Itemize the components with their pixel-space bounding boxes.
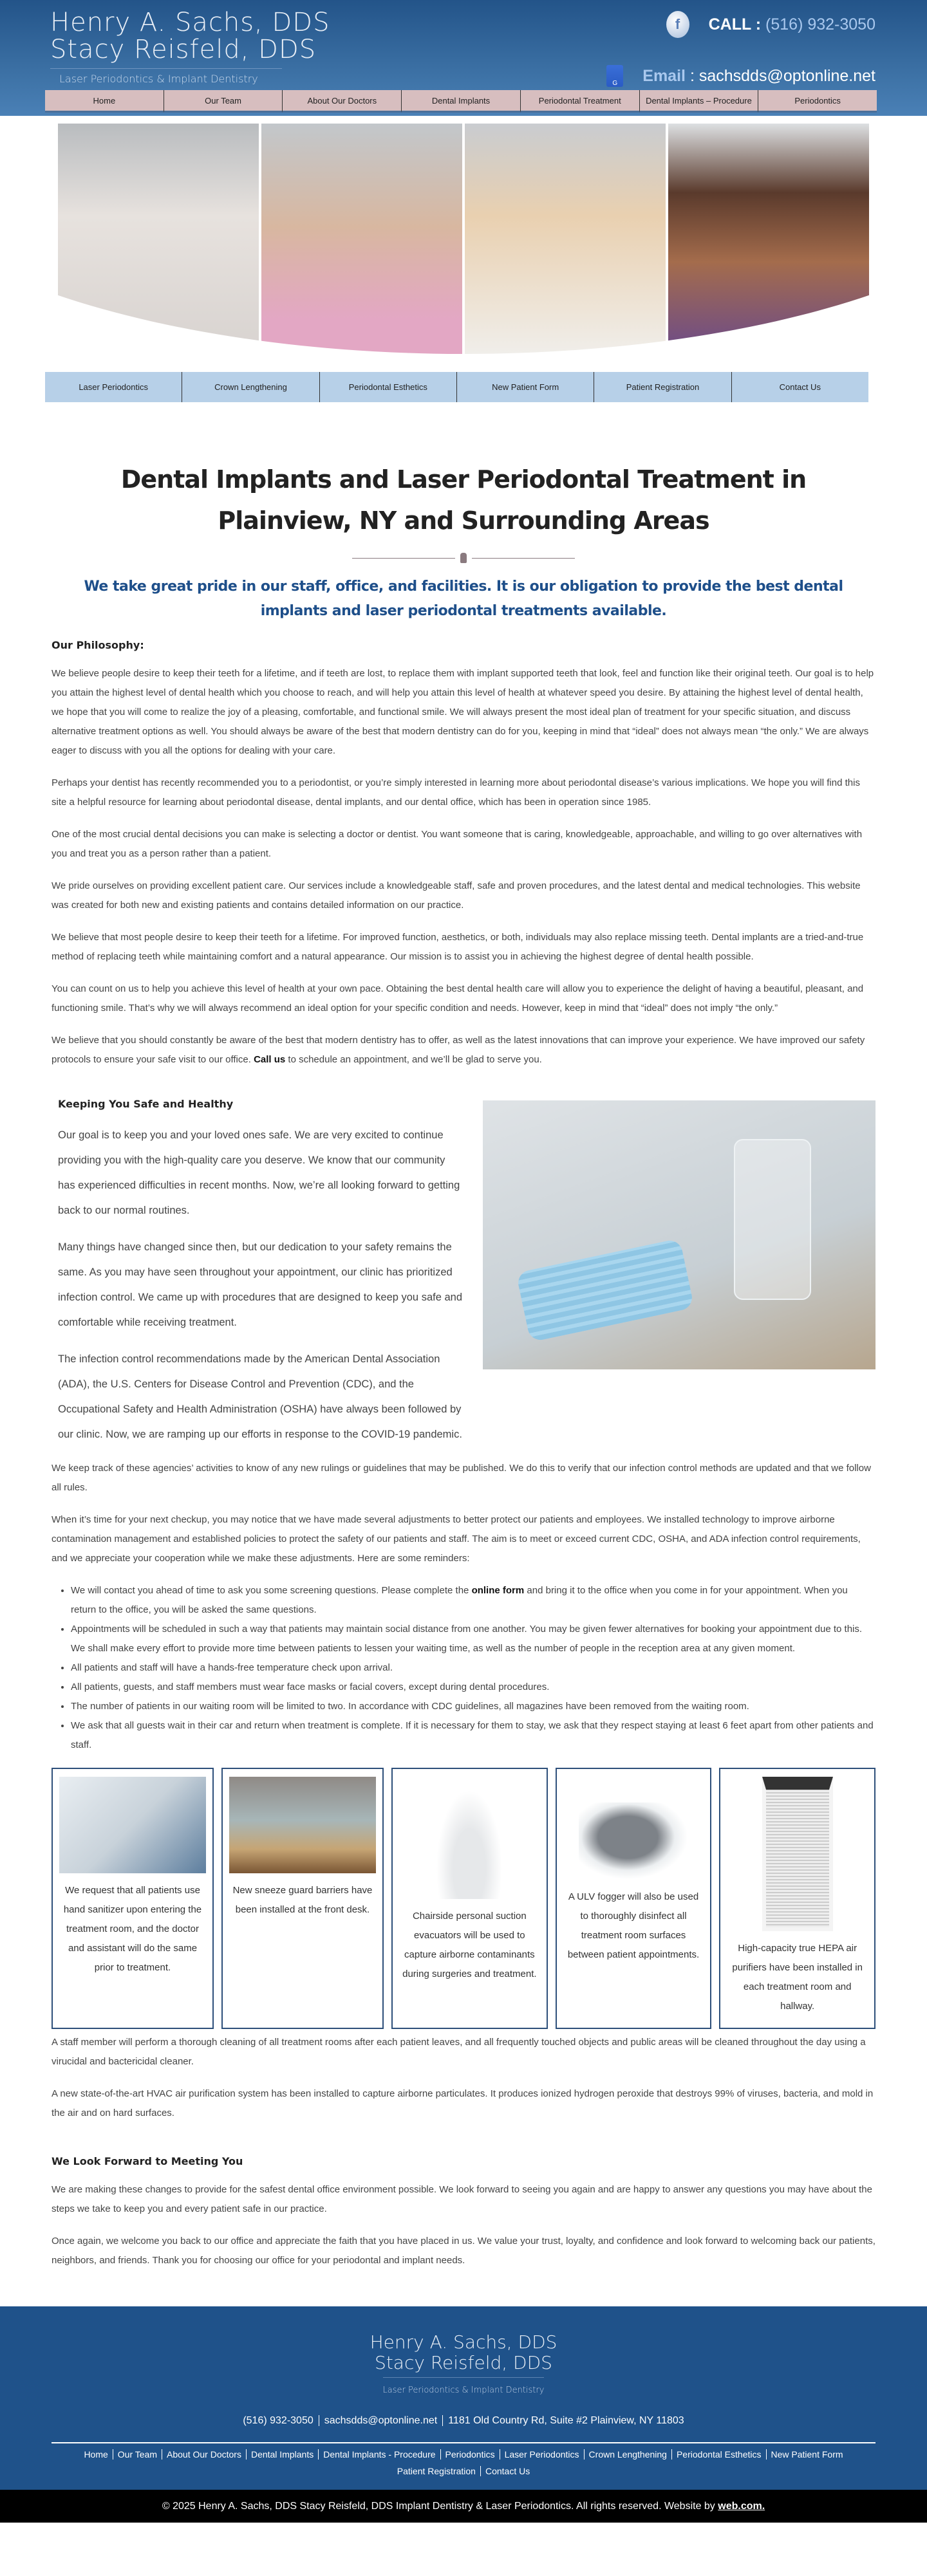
reminders-list [64,1581,876,1755]
online-form-link[interactable]: online form [471,1585,525,1596]
logo-tagline: Laser Periodontics & Implant Dentistry [50,68,282,85]
list-item: • All patients and staff will have a hands-free temperature check upon arrival. [71,1658,876,1678]
page-subtitle: We take great pride in our staff, office, and facilities. It is our obligation to provide the best dental implants and laser periodontal treatments available. [84,579,843,619]
site-logo[interactable] [50,9,330,85]
paragraph [52,1031,876,1070]
paragraph: Perhaps your dentist has recently recommended you to a periodontist, or you’re simply interested in learning more about periodontal disease’s various implications. We hope you will find this site a helpful resource for learning about periodontal disease, dental implants, and our dental office, which has been in operation since 1985. [52,777,860,808]
card-caption: A ULV fogger will also be used to thoroughly disinfect all treatment room surfaces between patient appointments. [567,1891,700,1960]
hero-photo-blonde-woman [465,124,666,354]
card-hepa [719,1768,876,2029]
footer-contact-info [0,2415,927,2427]
safety-section [58,1082,876,1459]
card-fogger [556,1768,712,2029]
card-caption: We request that all patients use hand sanitizer upon entering the treatment room, and the doctor and assistant will do the same prior to treatment. [63,1885,202,1973]
main-content [52,639,876,2270]
text: to schedule an appointment, and we’ll be glad to serve you. [285,1054,542,1065]
nav-new-patient-form[interactable]: New Patient Form [456,372,594,402]
card-hand-sanitizer [52,1768,214,2029]
paragraph: One of the most crucial dental decisions you can make is selecting a doctor or dentist. You want someone that is caring, knowledgeable, approachable, and willing to go over alternatives with you and treat you as a person rather than a patient. [52,829,863,859]
paragraph: We pride ourselves on providing excellent patient care. Our services include a knowledgeable staff, safe and proven procedures, and the latest dental and medical technologies. This website was created for both new and existing patients and contains detailed information on our practice. [52,880,861,911]
paragraph: A staff member will perform a thorough cleaning of all treatment rooms after each patient leaves, and all frequently touched objects and public areas will be cleaned throughout the day using a virucidal and bactericidal cleaner. [52,2037,866,2067]
paragraph: We believe that most people desire to keep their teeth for a lifetime. For improved function, aesthetics, or both, individuals may also replace missing teeth. Dental implants are a tried-and-true method of replacing teeth while maintaining comfort and a natural appearance. Our mission is to assist you in achieving the highest degree of dental health possible. [52,932,864,962]
nav-dental-implants[interactable]: Dental Implants [401,90,520,113]
paragraph: A new state-of-the-art HVAC air purification system has been installed to capture airborne particulates. It produces ionized hydrogen peroxide that destroys 99% of viruses, bacteria, and mold in the air and on hard surfaces. [52,2088,874,2118]
nav-periodontal-treatment[interactable]: Periodontal Treatment [520,90,639,113]
nav-patient-registration[interactable]: Patient Registration [594,372,731,402]
facebook-icon[interactable]: f [666,11,689,38]
footer-address: 1181 Old Country Rd, Suite #2 Plainview, NY 11803 [442,2415,689,2426]
list-item: • All patients, guests, and staff members must wear face masks or facial covers, except during dental procedures. [71,1678,876,1697]
text: and bring it to the office when you come in for your appointment. When you return to the office, you will be asked the same questions. [71,1585,848,1615]
call-us-link[interactable]: Call us [254,1054,286,1065]
footer-nav [52,2442,876,2479]
copyright-bar [0,2490,927,2523]
footer-link-dental-implants-procedure[interactable]: Dental Implants - Procedure [318,2449,440,2460]
google-business-icon[interactable]: G [606,65,623,87]
paragraph: Our goal is to keep you and your loved ones safe. We are very excited to continue providing you with the high-quality care you deserve. We know that our community has experienced difficulties in recent months. Now, we’re all looking forward to getting back to our normal routines. [58,1129,460,1216]
masks-sanitizer-image [483,1100,876,1369]
title-divider [0,553,927,563]
footer-link-periodontal-esthetics[interactable]: Periodontal Esthetics [671,2449,766,2460]
email-label: Email [642,66,686,85]
footer-link-about-our-doctors[interactable]: About Our Doctors [162,2449,246,2460]
paragraph: You can count on us to help you achieve this level of health at your own pace. Obtaining the best dental health care will allow you to experience the delight of having a beautiful, pleasant, and functioning smile. That’s why we will always recommend an ideal option for your specific condition and needs. However, keep in mind that “ideal” does not imply “the only.” [52,983,864,1014]
site-header [0,0,927,116]
nav-periodontal-esthetics[interactable]: Periodontal Esthetics [319,372,456,402]
footer-logo-name-2: Stacy Reisfeld, DDS [375,2352,552,2373]
hero-banner-image [58,124,869,354]
site-footer [0,2306,927,2490]
nav-contact-us[interactable]: Contact Us [731,372,868,402]
nav-home[interactable]: Home [45,90,164,113]
footer-link-periodontics[interactable]: Periodontics [440,2449,500,2460]
paragraph: Once again, we welcome you back to our office and appreciate the faith that you have placed in us. We value your trust, loyalty, and confidence and look forward to welcoming back our patients, neighbors, and friends. Thank you for choosing our office for your periodontal and implant needs. [52,2236,876,2266]
footer-phone[interactable]: (516) 932-3050 [243,2415,314,2426]
card-suction [391,1768,548,2029]
text: We believe that you should constantly be aware of the best that modern dentistry has to offer, as well as the latest innovations that can improve your experience. We have improved our safety protocols to ensure your safe visit to our office. [52,1035,865,1065]
ulv-fogger-image [579,1802,688,1880]
call-phone[interactable] [709,15,876,34]
footer-link-contact-us[interactable]: Contact Us [480,2466,534,2476]
page-title: Dental Implants and Laser Periodontal Treatment in Plainview, NY and Surrounding Areas [120,465,807,535]
card-sneeze-guard [221,1768,384,2029]
list-item: • Appointments will be scheduled in such a way that patients may maintain social distance from one another. You may be given fewer alternatives for booking your appointment due to this. We shall make every effort to provide more time between patients to lessen your waiting time, as well as the number of people in the reception area at any given moment. [71,1620,876,1658]
hero-photo-man [261,124,462,354]
nav-dental-implants-procedure[interactable]: Dental Implants – Procedure [639,90,758,113]
meeting-heading: We Look Forward to Meeting You [52,2155,243,2167]
card-caption: New sneeze guard barriers have been installed at the front desk. [232,1885,373,1915]
footer-email[interactable]: sachsdds@optonline.net [319,2415,442,2426]
footer-link-dental-implants[interactable]: Dental Implants [246,2449,318,2460]
sneeze-guard-image [229,1777,376,1873]
footer-logo[interactable] [0,2332,927,2401]
secondary-nav [45,372,868,402]
list-item: • The number of patients in our waiting room will be limited to two. In accordance with CDC guidelines, all magazines have been removed from the waiting room. [71,1697,876,1716]
nav-our-team[interactable]: Our Team [164,90,283,113]
footer-logo-name-1: Henry A. Sachs, DDS [370,2331,557,2353]
tooth-icon [460,553,467,563]
primary-nav [45,90,877,113]
email-contact[interactable] [642,67,876,86]
hero-photo-senior-woman [58,124,259,354]
text: We will contact you ahead of time to ask you some screening questions. Please complete the [71,1585,472,1596]
paragraph: We are making these changes to provide for the safest dental office environment possible. We look forward to seeing you again and are happy to answer any questions you may have about the steps we take to keep you and every patient safe in our practice. [52,2184,872,2214]
suction-evacuator-image [431,1777,508,1899]
nav-periodontics[interactable]: Periodontics [758,90,877,113]
footer-link-laser-periodontics[interactable]: Laser Periodontics [500,2449,584,2460]
hepa-purifier-image [762,1777,833,1931]
hero-photo-curly-woman [668,124,869,354]
safety-cards [52,1768,876,2029]
phone-link[interactable]: (516) 932-3050 [765,15,876,33]
card-caption: Chairside personal suction evacuators will be used to capture airborne contaminants during surgeries and treatment. [402,1911,537,1979]
philosophy-heading: Our Philosophy: [52,639,144,651]
paragraph: The infection control recommendations made by the American Dental Association (ADA), the U.S. Centers for Disease Control and Prevention (CDC), and the Occupational Safety and Health Administration (OSHA) have always been followed by our clinic. Now, we are ramping up our efforts in response to the COVID-19 pandemic. [58,1353,462,1440]
footer-link-home[interactable]: Home [84,2449,108,2460]
nav-laser-periodontics[interactable]: Laser Periodontics [79,382,148,392]
paragraph: We believe people desire to keep their teeth for a lifetime, and if teeth are lost, to replace them with implant supported teeth that look, feel and function like their original teeth. Our goal is to help you attain the highest level of dental health which you choose to reach, and will help you attain this level of health at whatever speed you desire. By attaining the highest level of dental health, we hope that you will come to realize the joy of a pleasing, comfortable, and functional smile. We will always present the most ideal plan of treatment for your specific situation, and discuss alternative treatment options as well. You should always be aware of the best that modern dentistry can do for you, keeping in mind that “ideal” does not always mean “the only.” We are always eager to discuss with you all the options for dealing with your care. [52,668,874,756]
nav-about-our-doctors[interactable]: About Our Doctors [282,90,401,113]
list-item [71,1581,876,1620]
logo-name-2: Stacy Reisfeld, DDS [50,35,317,64]
copyright-text: © 2025 Henry A. Sachs, DDS Stacy Reisfeld, DDS Implant Dentistry & Laser Periodontics. All rights reserved. Website by [162,2501,718,2512]
safety-heading: Keeping You Safe and Healthy [58,1098,234,1110]
footer-link-crown-lengthening[interactable]: Crown Lengthening [584,2449,671,2460]
logo-name-1: Henry A. Sachs, DDS [50,8,330,37]
paragraph: When it’s time for your next checkup, you may notice that we have made several adjustments to better protect our patients and employees. We installed technology to improve airborne contamination management and established policies to protect the safety of our patients and staff. The aim is to meet or exceed current CDC, OSHA, and ADA infection control requirements, and we appreciate your cooperation while we make these adjustments. Here are some reminders: [52,1514,861,1564]
footer-logo-tagline: Laser Periodontics & Implant Dentistry [383,2377,545,2401]
card-caption: High-capacity true HEPA air purifiers have been installed in each treatment room and hallway. [732,1943,863,2012]
paragraph: Many things have changed since then, but our dedication to your safety remains the same. As you may have seen throughout your appointment, our clinic has prioritized infection control. We came up with procedures that are designed to keep you safe and comfortable while receiving treatment. [58,1241,462,1328]
footer-link-patient-registration[interactable]: Patient Registration [397,2466,476,2476]
list-item: • We ask that all guests wait in their car and return when treatment is complete. If it is necessary for them to stay, we ask that they respect staying at least 6 feet apart from other patients and staff. [71,1716,876,1755]
temperature-check-image [59,1777,206,1873]
web-com-link[interactable]: web.com. [718,2501,765,2512]
call-label: CALL : [708,15,762,33]
paragraph: We keep track of these agencies’ activities to know of any new rulings or guidelines that may be published. We do this to verify that our infection control methods are updated and that we follow all rules. [52,1463,871,1493]
nav-crown-lengthening[interactable]: Crown Lengthening [182,372,319,402]
footer-link-new-patient-form[interactable]: New Patient Form [766,2449,848,2460]
footer-link-our-team[interactable]: Our Team [113,2449,162,2460]
email-link[interactable]: : sachsdds@optonline.net [689,66,876,85]
